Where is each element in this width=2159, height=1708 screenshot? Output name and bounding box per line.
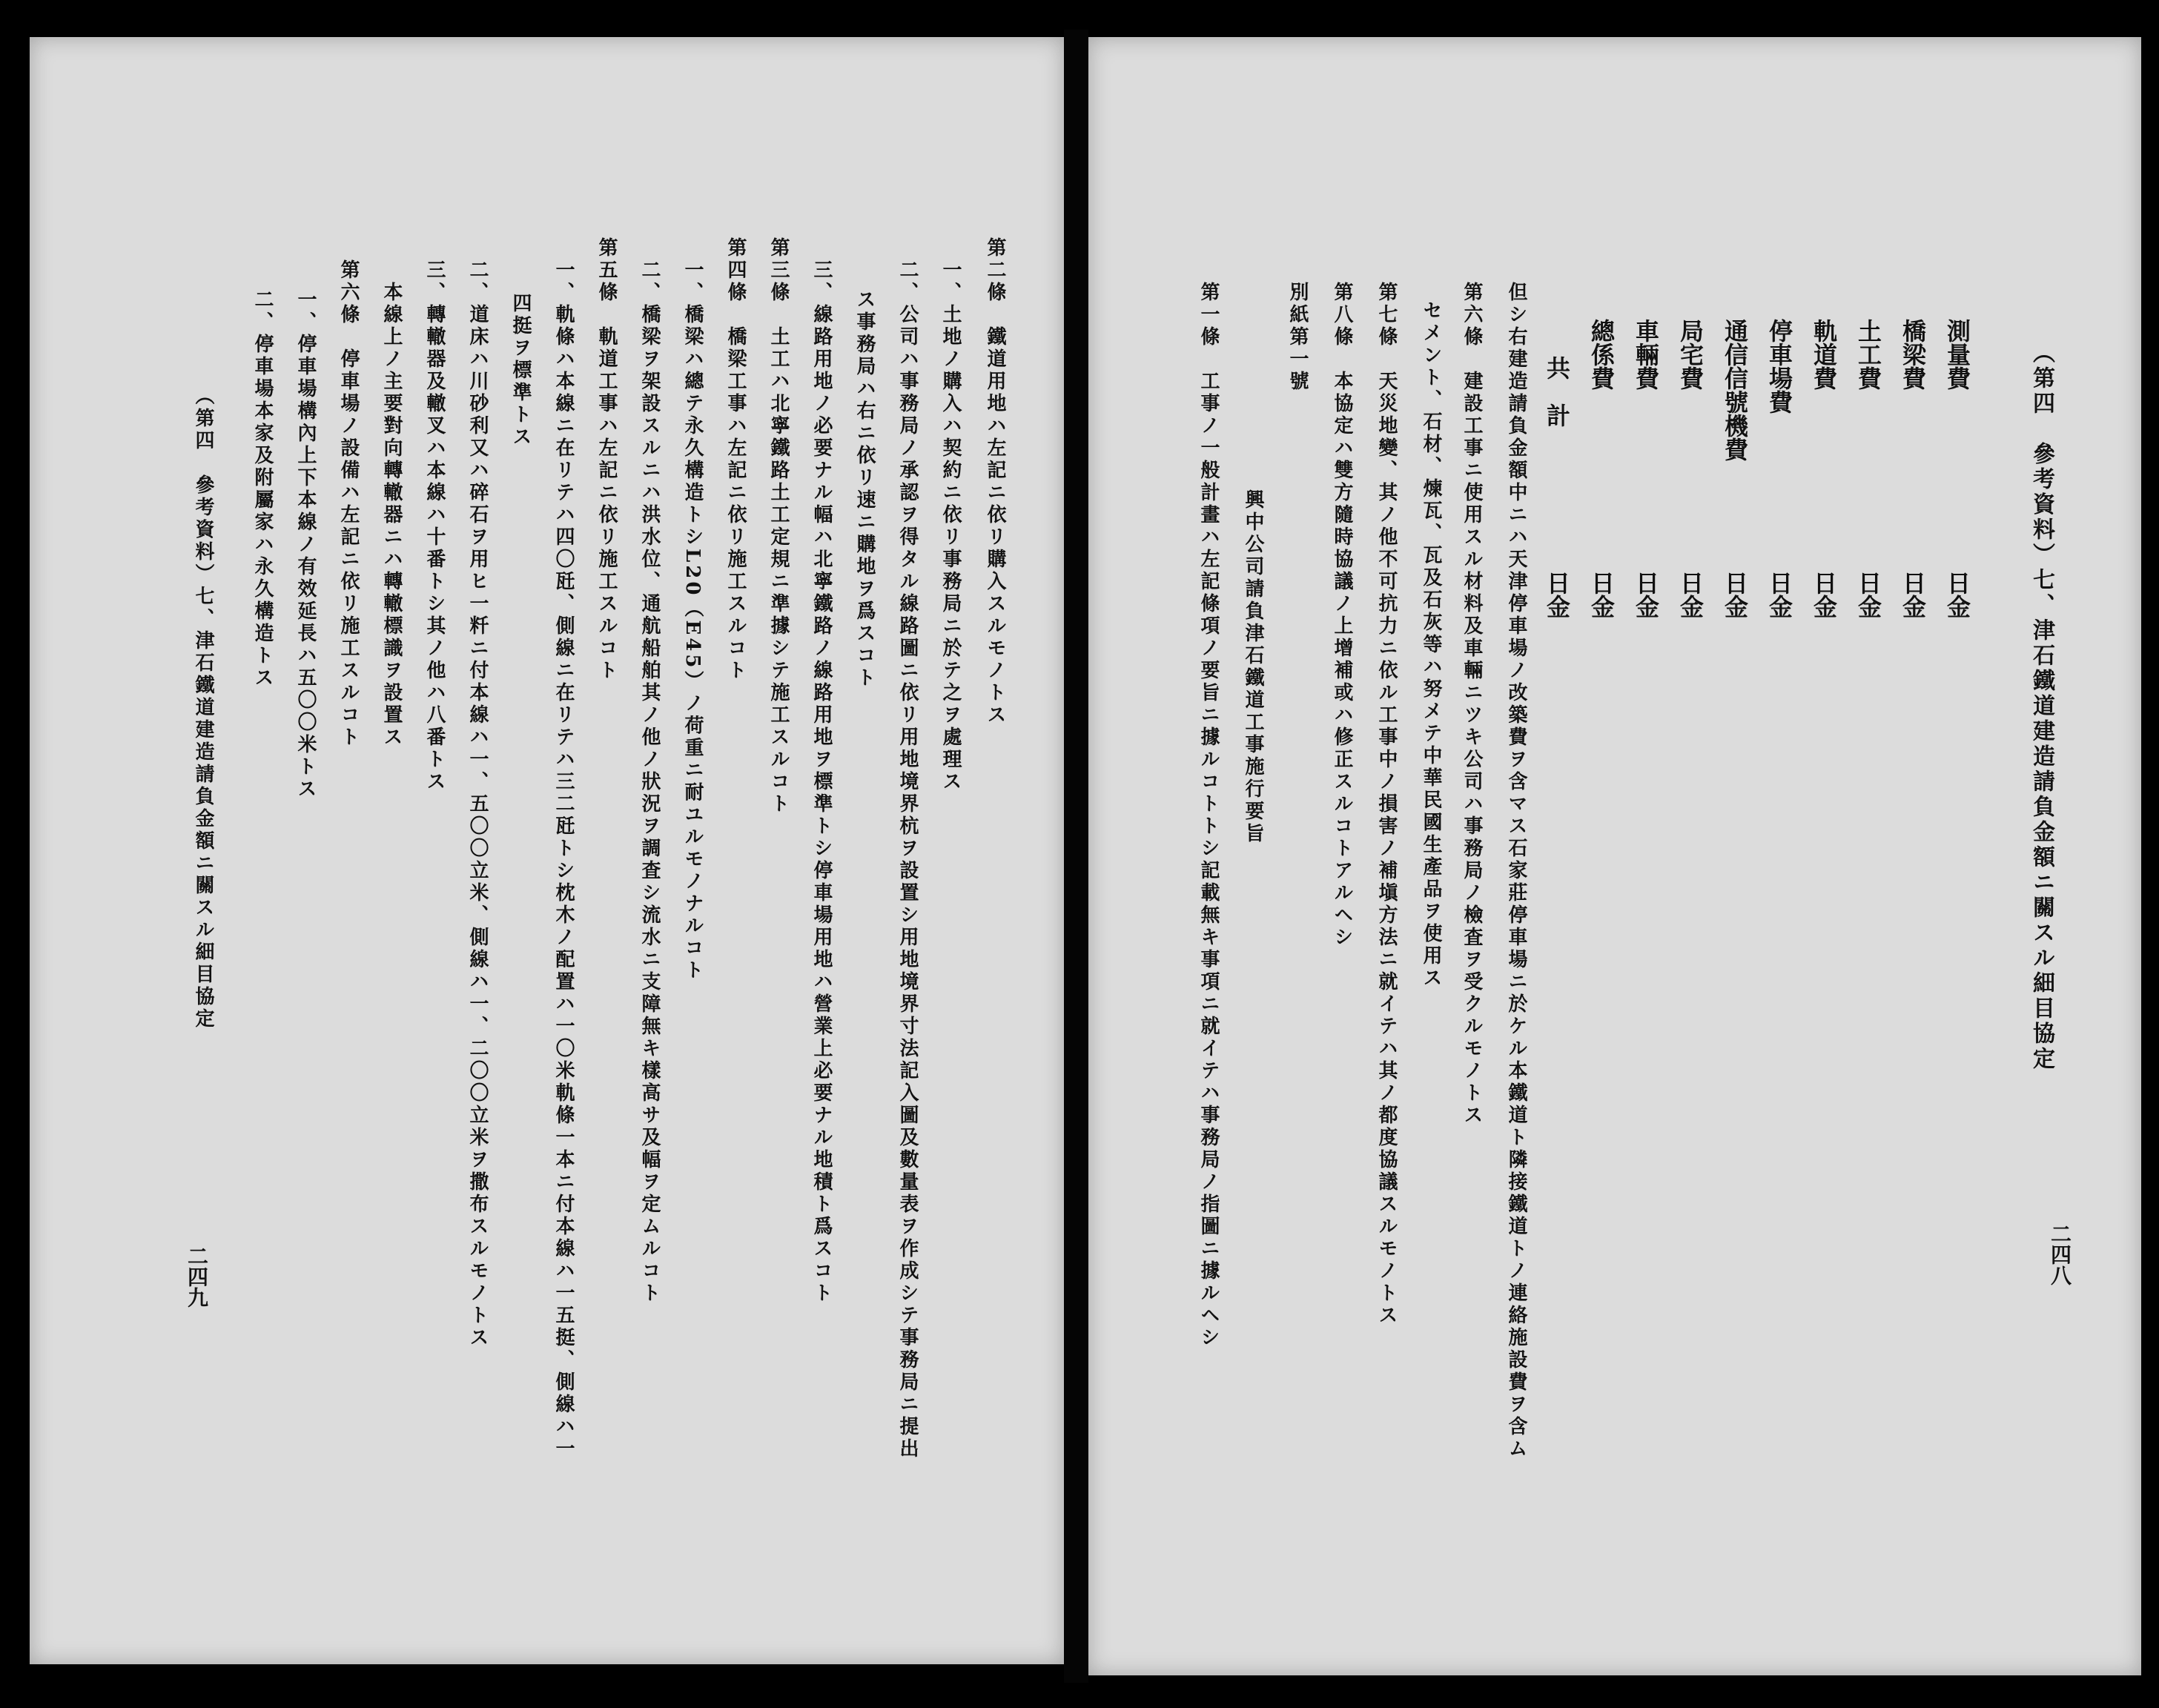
- body-line: 一、停車場構內上下本線ノ有效延長ハ五〇〇米トス: [294, 289, 317, 801]
- body-line: 第七條 天災地變、其ノ他不可抗力ニ依ル工事中ノ損害ノ補塡方法ニ就イテハ其ノ都度協議スルモノトス: [1375, 282, 1398, 1327]
- page-number: 二四八: [2048, 1223, 2072, 1285]
- body-line: 第一條 工事ノ一般計畫ハ左記條項ノ要旨ニ據ルコトトシ記載無キ事項ニ就イテハ事務局ノ指圖ニ據ルヘシ: [1197, 282, 1220, 1349]
- body-line: 本線上ノ主要對向轉轍器ニハ轉轍標識ヲ設置ス: [380, 282, 403, 749]
- body-line: 三、線路用地ノ必要ナル幅ハ北寧鐵路ノ線路用地ヲ標準トシ停車場用地ハ營業上必要ナル地積ト爲スコト: [810, 259, 833, 1305]
- section-heading: 別紙第一號: [1286, 282, 1309, 393]
- body-line: 二、橋梁ヲ架設スルニハ洪水位、通航船舶其ノ他ノ狀況ヲ調査シ流水ニ支障無キ樣高サ及幅ヲ定ムルコト: [638, 259, 661, 1305]
- body-line: 第二條 鐵道用地ハ左記ニ依リ購入スルモノトス: [984, 237, 1006, 726]
- sub-title: 興中公司請負津石鐵道工事施行要旨: [1242, 489, 1264, 845]
- body-line: 但シ右建造請負金額中ニハ天津停車場ノ改築費ヲ含マス石家莊停車場ニ於ケル本鐵道ト隣接鐵道トノ連絡施設費ヲ含ム: [1505, 282, 1527, 1460]
- body-line: 二、停車場本家及附屬家ハ永久構造トス: [251, 289, 274, 689]
- body-line: 第五條 軌道工事ハ左記ニ依リ施工スルコト: [595, 237, 618, 682]
- body-line: 第六條 停車場ノ設備ハ左記ニ依リ施工スルコト: [337, 259, 360, 749]
- body-line: 第四條 橋梁工事ハ左記ニ依リ施工スルコト: [724, 237, 747, 682]
- body-line: 二、公司ハ事務局ノ承認ヲ得タル線路圖ニ依リ用地境界杭ヲ設置シ用地境界寸法記入圖及數量表ヲ作成シテ事務局ニ提出: [896, 259, 919, 1460]
- left-page: [30, 37, 1064, 1664]
- body-line: 四挺ヲ標準トス: [509, 293, 532, 448]
- body-line: 第六條 建設工事ニ使用スル材料及車輛ニツキ公司ハ事務局ノ檢査ヲ受クルモノトス: [1461, 282, 1483, 1127]
- body-line: 二、道床ハ川砂利又ハ碎石ヲ用ヒ一粁ニ付本線ハ一、五〇〇立米、側線ハ一、二〇〇立米ヲ撒布スルモノトス: [466, 259, 489, 1349]
- body-line: 一、橋梁ハ總テ永久構造トシL20（E45）ノ荷重ニ耐ユルモノナルコト: [681, 259, 704, 982]
- body-line: セメント、石材、煉瓦、瓦及石灰等ハ努メテ中華民國生產品ヲ使用ス: [1420, 300, 1442, 990]
- running-footer: （第四 參考資料）七、津石鐵道建造請負金額ニ關スル細目協定: [192, 385, 214, 1030]
- page-number: 二四九: [185, 1245, 209, 1308]
- running-header: （第四 參考資料）七、津石鐵道建造請負金額ニ關スル細目協定: [2029, 341, 2054, 1072]
- body-line: 一、土地ノ購入ハ契約ニ依リ事務局ニ於テ之ヲ處理ス: [939, 259, 962, 793]
- body-line: ス事務局ハ右ニ依リ速ニ購地ヲ爲スコト: [853, 289, 876, 689]
- body-line: 三、轉轍器及轍叉ハ本線ハ十番トシ其ノ他ハ八番トス: [423, 259, 446, 793]
- right-page: （第四 參考資料）七、津石鐵道建造請負金額ニ關スル細目協定 二四八 測量費 日金 橋梁費 日金 土工費 日金 軌道費 日金 停車場費 日金 通信信號機費 日金 局宅費 日金 車輛費 日金 總係費 日金 共 計 日金 但シ右建造請負金額中ニハ天津停車場ノ改築費ヲ含マス石家莊停車場ニ於ケル本鐵道ト隣接鐵道トノ連絡施設費ヲ含ム 第六條 建設工事ニ使用スル材料及車輛ニツキ公司ハ事務局ノ檢査ヲ受クルモノトス セメント、石材、煉瓦、瓦及石灰等ハ努メテ中華民國生產品ヲ使用ス 第七條 天災地變、其ノ他不可抗力ニ依ル工事中ノ損害ノ補塡方法ニ就イテハ其ノ都度協議スルモノトス 第八條 本協定ハ雙方隨時協議ノ上增補或ハ修正スルコトアルヘシ 別紙第一號 興中公司請負津石鐵道工事施行要旨 第一條 工事ノ一般計畫ハ左記條項ノ要旨ニ據ルコトトシ記載無キ事項ニ就イテハ事務局ノ指圖ニ據ルヘシ: [1088, 37, 2141, 1675]
- body-line: 一、軌條ハ本線ニ在リテハ四〇瓩、側線ニ在リテハ三二瓩トシ枕木ノ配置ハ一〇米軌條一本ニ付本線ハ一五挺、側線ハ一: [552, 259, 575, 1460]
- book-gutter: [1064, 30, 1088, 1683]
- body-line: 第三條 土工ハ北寧鐵路土工定規ニ準據シテ施工スルコト: [767, 237, 790, 815]
- body-line: 第八條 本協定ハ雙方隨時協議ノ上增補或ハ修正スルコトアルヘシ: [1331, 282, 1353, 949]
